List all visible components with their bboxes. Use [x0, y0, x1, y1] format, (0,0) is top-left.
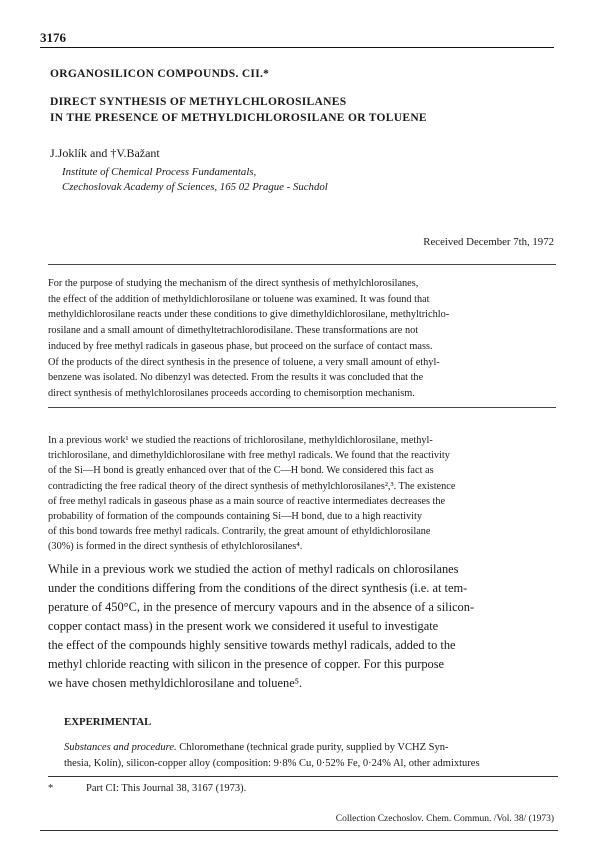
intro-line: of free methyl radicals in gaseous phase as a main source of reactive intermediates decreases the [48, 495, 446, 507]
received-date: Received December 7th, 1972 [423, 236, 554, 248]
experimental-line [64, 740, 558, 756]
affiliation [62, 165, 328, 195]
abstract-line: methyldichlorosilane reacts under these conditions to give dimethyldichlorosilane, methyltrichlo- [48, 309, 450, 321]
authors: J.Joklík and †V.Bažant [50, 146, 160, 160]
abstract-line: the effect of the addition of methyldichlorosilane or toluene was examined. It was found that [48, 293, 430, 305]
journal-footer: Collection Czechoslov. Chem. Commun. /Vol. 38/ (1973) [335, 814, 554, 824]
main-paragraph [48, 560, 558, 693]
footnote-mark: * [48, 783, 54, 794]
series-title: ORGANOSILICON COMPOUNDS. CII.* [50, 68, 270, 80]
affiliation-line: Institute of Chemical Process Fundamentals, [62, 166, 257, 178]
experimental-line: thesia, Kolín), silicon-copper alloy (composition: 9·8% Cu, 0·52% Fe, 0·24% Al, other admixtures [64, 758, 480, 769]
main-line: While in a previous work we studied the action of methyl radicals on chlorosilanes [48, 562, 459, 576]
footer-rule [40, 830, 558, 831]
main-line: we have chosen methyldichlorosilane and toluene⁵. [48, 676, 303, 690]
main-line: the effect of the compounds highly sensitive towards methyl radicals, added to the [48, 638, 456, 652]
abstract-line: Of the products of the direct synthesis in the presence of toluene, a very small amount of ethyl- [48, 356, 440, 368]
abstract-line: direct synthesis of methylchlorosilanes proceeds according to chemisorption mechanism. [48, 387, 415, 399]
intro-line: of the Si—H bond is greatly enhanced over that of the C—H bond. We considered this fact as [48, 465, 434, 477]
article-title [50, 94, 560, 126]
abstract-rule-bottom [48, 407, 556, 408]
main-line: methyl chloride reacting with silicon in the presence of copper. For this purpose [48, 657, 445, 671]
main-line: copper contact mass) in the present work we considered it useful to investigate [48, 619, 439, 633]
intro-line: trichlorosilane, and dimethyldichlorosilane with free methyl radicals. We found that the reactivity [48, 450, 450, 462]
section-heading-experimental: EXPERIMENTAL [64, 716, 152, 728]
page-number: 3176 [40, 30, 66, 45]
footnote-rule [48, 776, 558, 777]
title-line: DIRECT SYNTHESIS OF METHYLCHLOROSILANES [50, 96, 347, 108]
experimental-line-rest: Chloromethane (technical grade purity, supplied by VCHZ Syn- [176, 742, 449, 753]
abstract-line: induced by free methyl radicals in gaseous phase, but proceed on the surface of contact mass. [48, 340, 433, 352]
abstract-line: rosilane and a small amount of dimethyltetrachlorodisilane. These transformations are not [48, 325, 419, 337]
footnote [48, 783, 246, 794]
experimental-text [64, 740, 558, 772]
abstract-rule-top [48, 264, 556, 265]
abstract [48, 276, 558, 402]
intro-line: probability of formation of the compounds containing Si—H bond, due to a high reactivity [48, 511, 423, 523]
abstract-line: For the purpose of studying the mechanism of the direct synthesis of methylchlorosilanes, [48, 278, 419, 289]
header-rule [40, 47, 554, 48]
title-line: IN THE PRESENCE OF METHYLDICHLOROSILANE OR TOLUENE [50, 112, 427, 124]
intro-line: contradicting the free radical theory of the direct synthesis of methylchlorosilanes²,³. The existence [48, 480, 456, 492]
intro-line: of this bond towards free methyl radicals. Contrarily, the great amount of ethyldichlorosilane [48, 526, 431, 538]
intro-line: (30%) is formed in the direct synthesis of ethylchlorosilanes⁴. [48, 541, 303, 553]
run-in-heading: Substances and procedure. [64, 742, 177, 753]
main-line: under the conditions differing from the conditions of the direct synthesis (i.e. at tem- [48, 581, 468, 595]
intro-line: In a previous work¹ we studied the reactions of trichlorosilane, methyldichlorosilane, methyl- [48, 435, 433, 446]
footnote-text: Part CI: This Journal 38, 3167 (1973). [86, 783, 247, 794]
abstract-line: benzene was isolated. No dibenzyl was detected. From the results it was concluded that the [48, 372, 424, 384]
main-line: perature of 450°C, in the presence of mercury vapours and in the absence of a silicon- [48, 600, 475, 614]
intro-paragraph [48, 433, 558, 555]
affiliation-line: Czechoslovak Academy of Sciences, 165 02 Prague - Suchdol [62, 181, 328, 193]
